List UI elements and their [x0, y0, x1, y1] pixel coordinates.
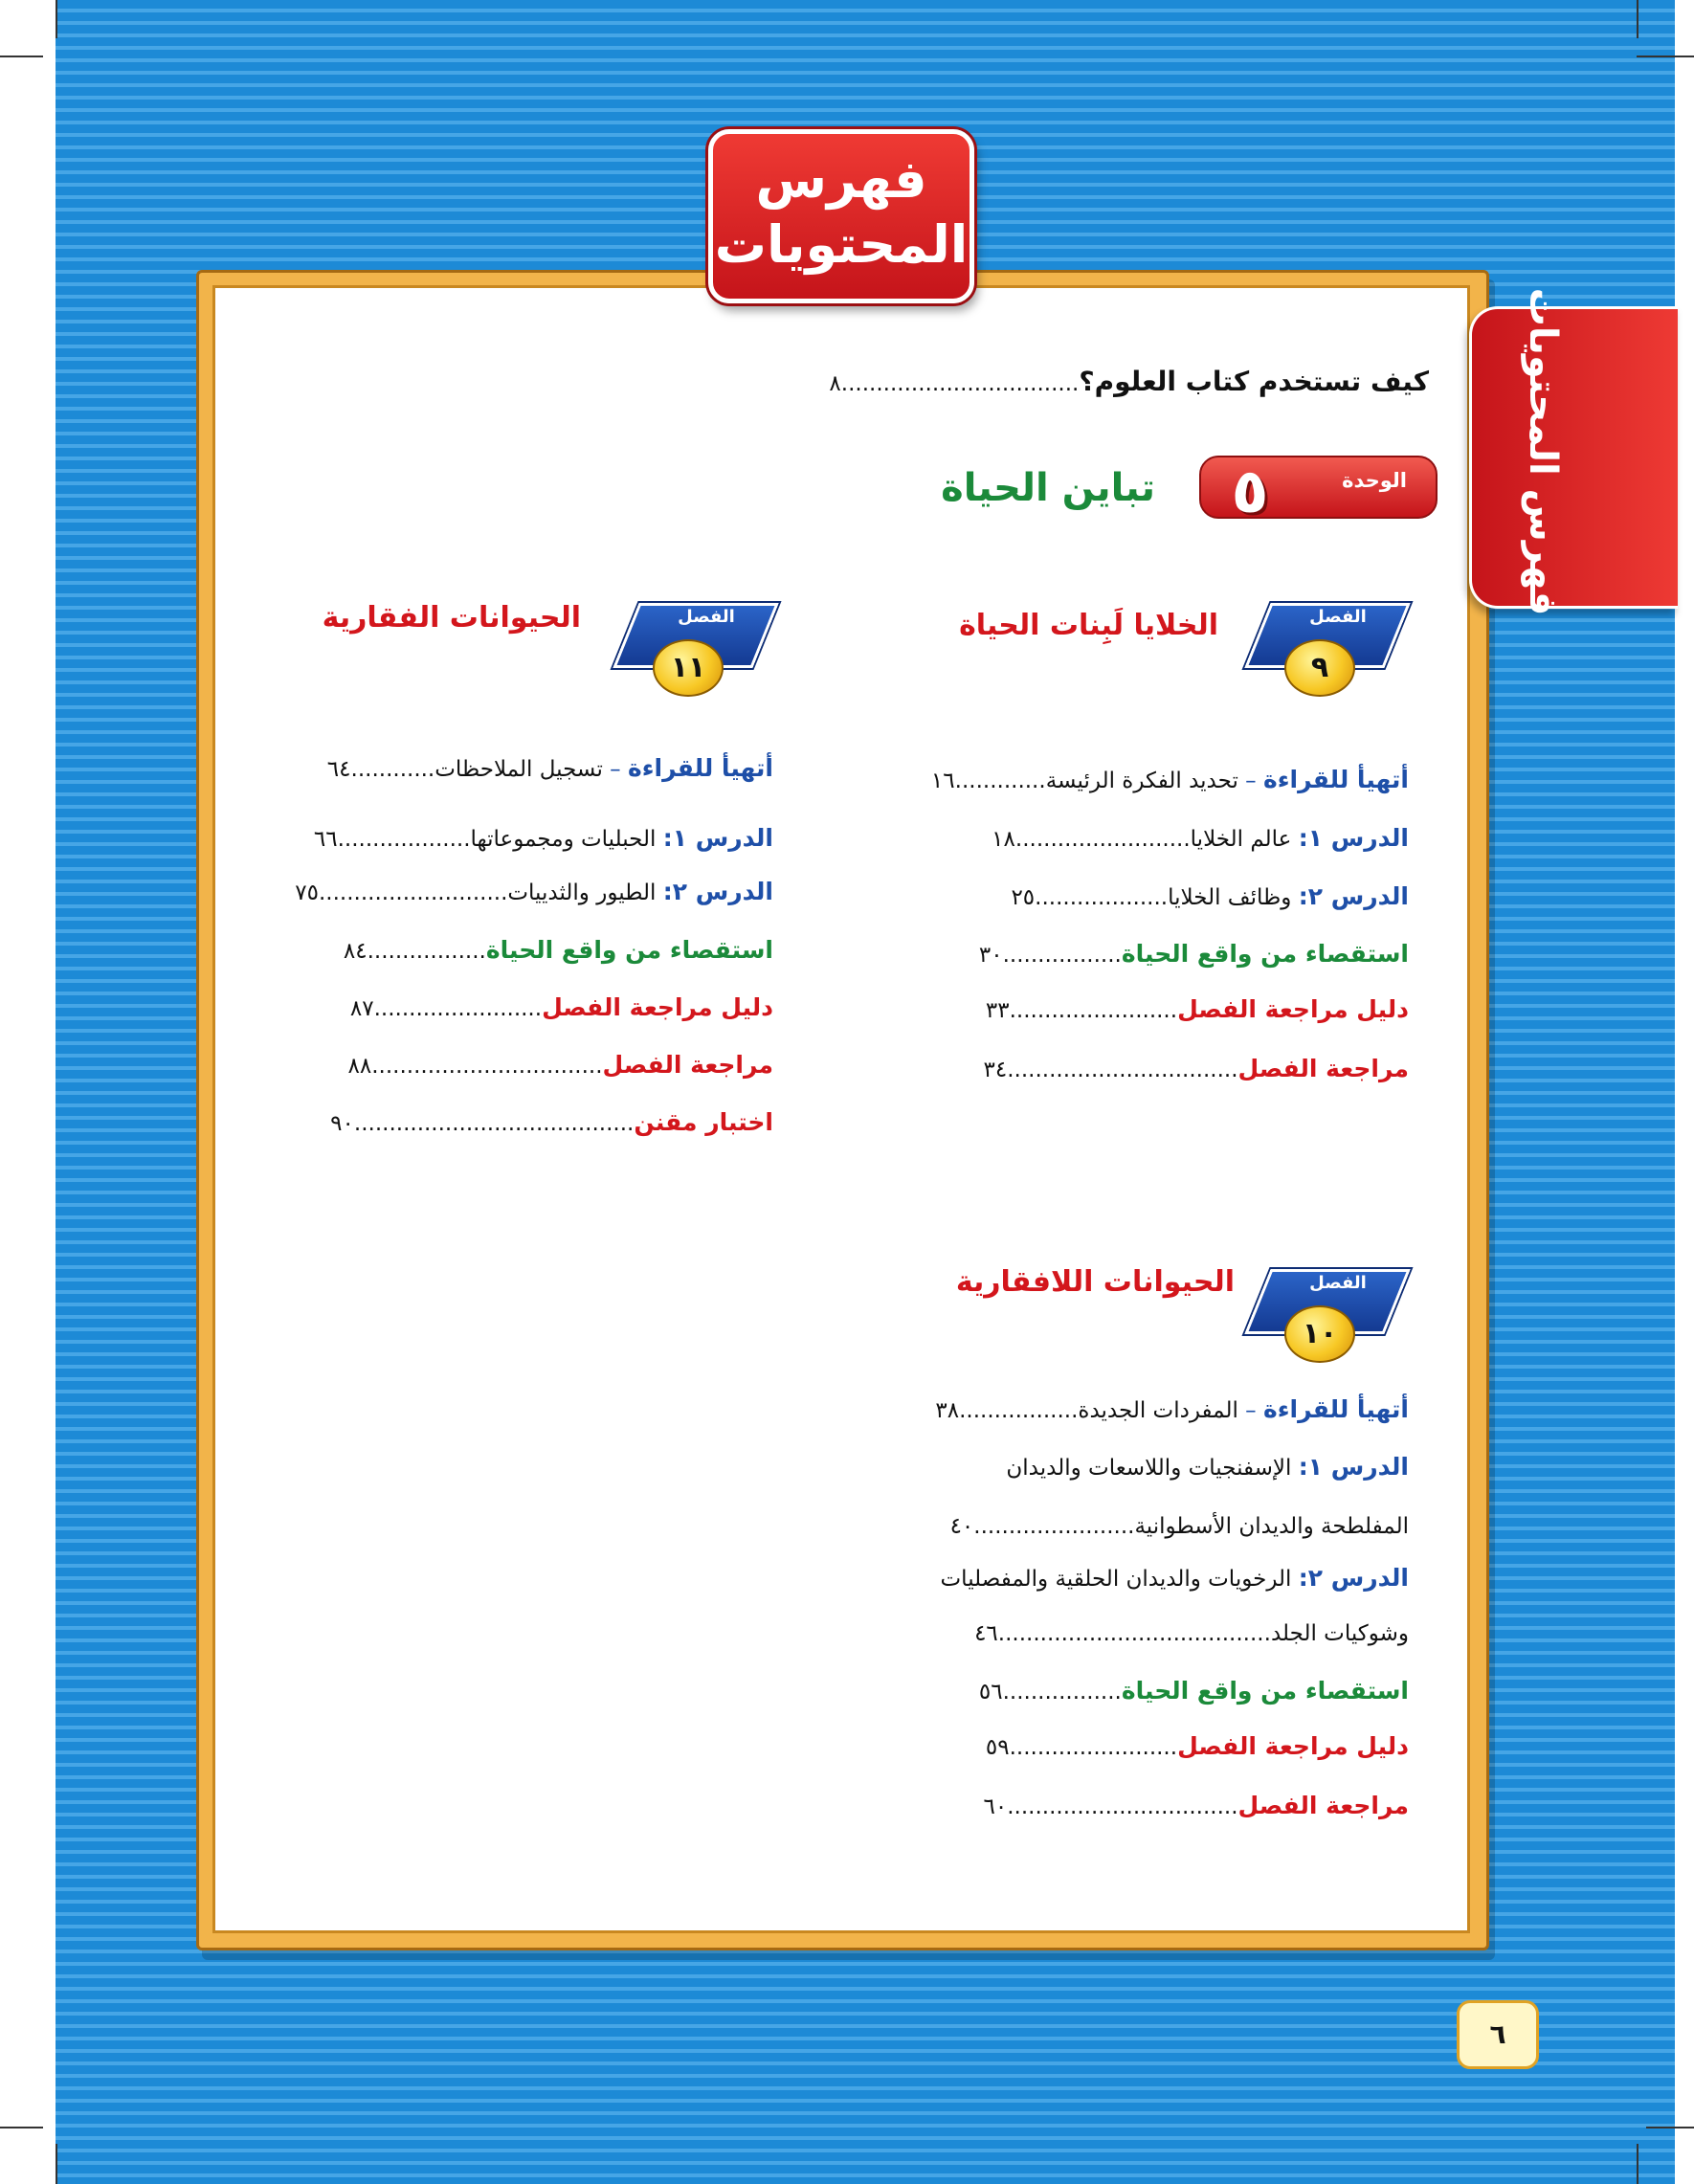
toc-entry[interactable]: استقصاء من واقع الحياة.................٣٠ [978, 940, 1409, 968]
toc-entry[interactable]: مراجعة الفصل.................................٦٠ [983, 1792, 1409, 1819]
chapter-title[interactable]: الحيوانات اللافقارية [955, 1265, 1235, 1299]
toc-entry[interactable]: دليل مراجعة الفصل........................٣٣ [985, 995, 1409, 1023]
chapter-label: الفصل [678, 607, 735, 627]
unit-label: الوحدة [1342, 469, 1407, 492]
chapter-title[interactable]: الحيوانات الفقارية [322, 601, 581, 635]
crop-mark [0, 2127, 43, 2128]
crop-mark [1646, 2127, 1694, 2128]
chapter-number: ١٠ [1284, 1305, 1355, 1363]
chapter-label: الفصل [1309, 607, 1367, 627]
toc-entry[interactable]: وشوكيات الجلد.......................................٤٦ [974, 1621, 1409, 1646]
chapter-label: الفصل [1309, 1273, 1367, 1293]
side-tab [1469, 306, 1678, 609]
unit-title: تباين الحياة [941, 466, 1155, 510]
toc-entry[interactable]: الدرس ١: الإسفنجيات واللاسعات والديدان [1006, 1453, 1409, 1481]
unit-number: ٥ [1231, 457, 1269, 527]
toc-entry[interactable]: دليل مراجعة الفصل........................٨٧ [349, 993, 773, 1021]
crop-mark [1637, 2144, 1638, 2184]
crop-mark [56, 0, 57, 38]
toc-entry[interactable]: اختبار مقنن........................................٩٠ [330, 1108, 773, 1136]
chapter-number: ١١ [653, 639, 724, 697]
crop-mark [1637, 56, 1694, 57]
toc-entry[interactable]: استقصاء من واقع الحياة.................٥٦ [978, 1677, 1409, 1705]
toc-entry[interactable]: الدرس ١: الحبليات ومجموعاتها...................٦٦ [313, 824, 773, 852]
toc-entry[interactable]: مراجعة الفصل.................................٨٨ [347, 1051, 773, 1079]
crop-mark [56, 2144, 57, 2184]
crop-mark [0, 56, 43, 57]
toc-entry[interactable]: مراجعة الفصل.................................٣٤ [983, 1055, 1409, 1082]
toc-label: كيف تستخدم كتاب العلوم؟ [1079, 366, 1429, 397]
page-title [708, 129, 974, 303]
toc-entry[interactable]: أتهيأ للقراءة – المفردات الجديدة.................٣٨ [935, 1395, 1409, 1423]
toc-entry[interactable]: دليل مراجعة الفصل........................٥٩ [985, 1732, 1409, 1760]
toc-entry[interactable]: استقصاء من واقع الحياة.................٨٤ [343, 936, 773, 964]
chapter-badge [613, 595, 770, 701]
toc-entry[interactable]: الدرس ١: عالم الخلايا.........................١٨ [992, 824, 1409, 852]
side-tab-label: فهرس المحتويات [1521, 287, 1565, 616]
crop-mark [1637, 0, 1638, 38]
title-line-2: المحتويات [714, 214, 969, 275]
chapter-badge [1244, 595, 1402, 701]
toc-entry[interactable]: أتهيأ للقراءة – تسجيل الملاحظات............٦٤ [326, 754, 773, 782]
page-number: ٨ [829, 371, 841, 396]
title-line-1: فهرس [755, 149, 927, 210]
toc-entry[interactable]: الدرس ٢: وظائف الخلايا...................٢٥ [1011, 882, 1409, 910]
toc-entry[interactable]: الدرس ٢: الرخويات والديدان الحلقية والمفصليات [940, 1564, 1409, 1592]
chapter-number: ٩ [1284, 639, 1355, 697]
toc-entry[interactable]: المفلطحة والديدان الأسطوانية.......................٤٠ [949, 1514, 1409, 1539]
toc-entry[interactable]: أتهيأ للقراءة – تحديد الفكرة الرئيسة.............١٦ [930, 766, 1409, 793]
toc-intro-row[interactable] [829, 366, 1429, 400]
toc-entry[interactable]: الدرس ٢: الطيور والثدييات...........................٧٥ [295, 878, 773, 905]
chapter-title[interactable]: الخلايا لَبِنات الحياة [959, 609, 1218, 642]
chapter-badge [1244, 1261, 1402, 1367]
dot-leader: .................................. [840, 371, 1080, 396]
page-number-box: ٦ [1457, 2000, 1539, 2069]
